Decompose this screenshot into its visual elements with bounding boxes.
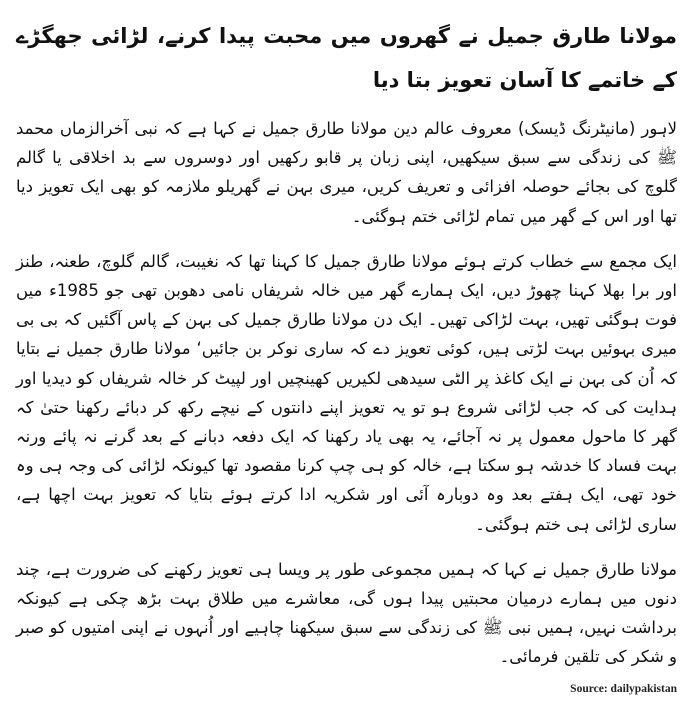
- article: [16, 14, 677, 672]
- article-paragraph-1: لاہور (مانیٹرنگ ڈیسک) معروف عالم دین مولانا طارق جمیل نے کہا ہے کہ نبی آخرالزماں محمد ﷺ کی زندگی سے سبق سیکھیں، اپنی زبان پر قابو رکھیں اور دوسروں سے بد اخلاقی یا گالم گلوچ کی بجائے حوصلہ افزائی و تعریف کریں، میری بہن نے گھریلو ملازمہ کو بھی ایک تعویز دیا تھا اور اس کے گھر میں تمام لڑائی ختم ہوگئی۔: [16, 119, 677, 226]
- article-title: مولانا طارق جمیل نے گھروں میں محبت پیدا کرنے، لڑائی جھگڑے کے خاتمے کا آسان تعویز بتا دیا: [16, 24, 677, 92]
- article-paragraph-3: مولانا طارق جمیل نے کہا کہ ہمیں مجموعی طور پر ویسا ہی تعویز رکھنے کی ضرورت ہے، چند دنوں میں ہمارے درمیان محبتیں پیدا ہوں گی، معاشرے میں طلاق بہت بڑھ چکی ہے کیونکہ برداشت نہیں، ہمیں نبی ﷺ کی زندگی سے سبق سیکھنا چاہیے اور اُنہوں نے اپنی امتیوں کو صبر و شکر کی تلقین فرمائی۔: [16, 559, 677, 667]
- article-paragraph-2: ایک مجمع سے خطاب کرتے ہوئے مولانا طارق جمیل کا کہنا تھا کہ نغیبت، گالم گلوچ، طعنہ، طنز اور برا بھلا کہنا چھوڑ دیں، ایک ہمارے گھر میں خالہ شریفاں نامی دھوبن تھی جو 1985ء میں فوت ہوگئی تھیں، بہت لڑاکی تھیں۔ ایک دن مولانا طارق جمیل کی بہن کے پاس آگئیں کہ بی بی میری بہوئیں بہت لڑتی ہیں، کوئی تعویز دے کہ ساری نوکر بن جائیں‘ مولانا طارق جمیل نے بتایا کہ اُن کی بہن نے ایک کاغذ پر الٹی سیدھی لکیریں کھینچیں اور لپیٹ کر خالہ شریفاں کو دیدیا اور ہدایت کی کہ جب لڑائی شروع ہو تو یہ تعویز اپنے دانتوں کے نیچے رکھ کر دبائے رکھنا حتیٰ کہ گھر کا ماحول معمول پر نہ آجائے، یہ بھی یاد رکھنا کہ ایک دفعہ دبانے کے بعد گرنے نہ پائے ورنہ بہت فساد کا خدشہ ہو سکتا ہے، خالہ کو ہی چپ کرنا مقصود تھا کیونکہ لڑائی کی وجہ ہی وہ خود تھی، ایک ہفتے بعد وہ دوبارہ آئی اور شکریہ ادا کرتے ہوئے بتایا کہ تعویز بہت اچھا ہے، ساری لڑائی ہی ختم ہوگئی۔: [16, 251, 678, 534]
- source-credit: Source: dailypakistan: [570, 683, 677, 695]
